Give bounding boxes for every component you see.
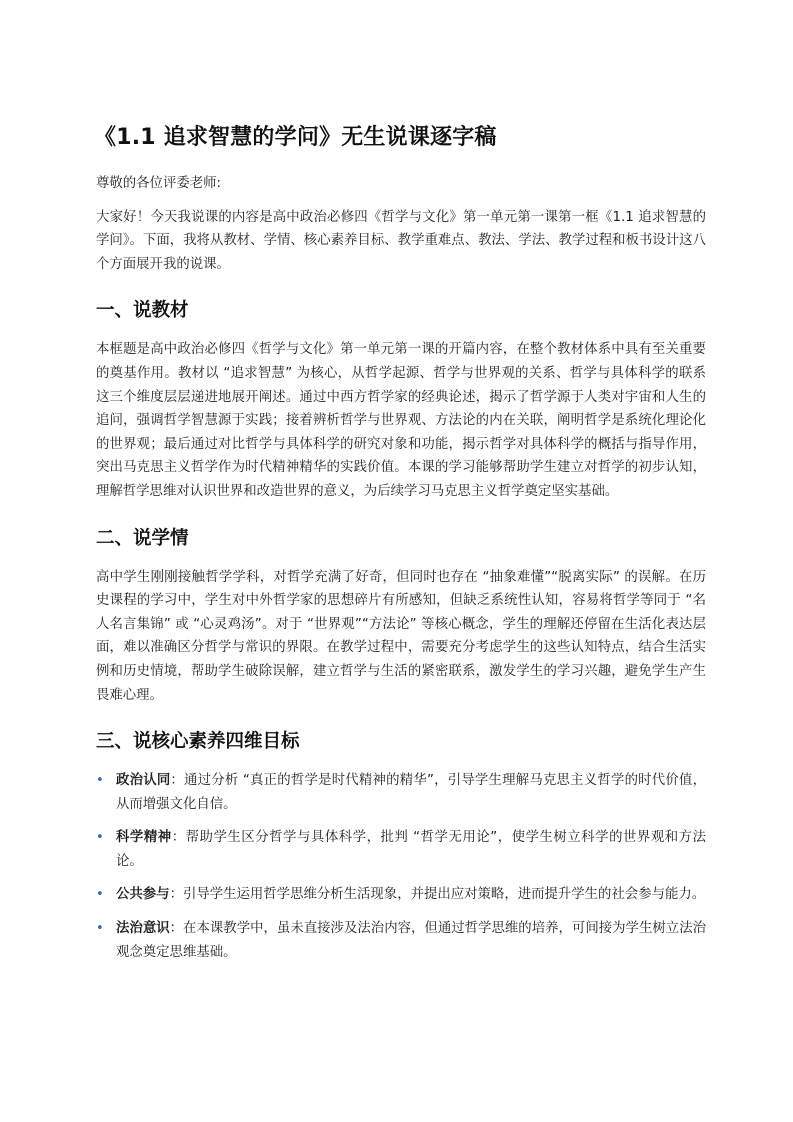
list-item [96,769,706,816]
goal-term: 科学精神 [116,830,172,846]
document-title: 《1.1 追求智慧的学问》无生说课逐字稿 [94,125,497,150]
bullet-dot-icon: • [96,887,104,903]
bullet-dot-icon: • [96,773,104,789]
intro-paragraph: 大家好！今天我说课的内容是高中政治必修四《哲学与文化》第一单元第一课第一框《1.1 追求智慧的学问》。下面，我将从教材、学情、核心素养目标、教学重难点、教法、学法、教学过程和板书设计这八个方面展开我的说课。 [96,209,706,272]
list-item [96,917,706,964]
list-item [96,826,706,873]
greeting-text: 尊敬的各位评委老师: [96,176,222,191]
core-goals-list [96,769,706,964]
goal-term: 政治认同 [116,773,171,789]
goal-term: 法治意识 [116,921,170,937]
section-body-student-analysis: 高中学生刚刚接触哲学学科，对哲学充满了好奇，但同时也存在 “抽象难懂”“脱离实际” 的误解。在历史课程的学习中，学生对中外哲学家的思想碎片有所感知，但缺乏系统性认知，容易将哲学等同于 “名人名言集锦” 或 “心灵鸡汤”。对于 “世界观”“方法论” 等核心概念，学生的理解还停留在生活化表达层面，难以准确区分哲学与常识的界限。在教学过程中，需要充分考虑学生的这些认知特点，结合生活实例和历史情境，帮助学生破除误解，建立哲学与生活的紧密联系，激发学生的学习兴趣，避免学生产生畏难心理。 [96,569,706,703]
section-heading-textbook: 一、说教材 [96,300,189,322]
goal-text: ：引导学生运用哲学思维分析生活现象，并提出应对策略，进而提升学生的社会参与能力。 [169,887,706,903]
section-heading-student-analysis: 二、说学情 [96,527,189,549]
goal-term: 公共参与 [116,887,170,903]
document-page [96,118,706,974]
section-body-textbook: 本框题是高中政治必修四《哲学与文化》第一单元第一课的开篇内容，在整个教材体系中具有至关重要的奠基作用。教材以 “追求智慧” 为核心，从哲学起源、哲学与世界观的关系、哲学与具体科学的联系这三个维度层层递进地展开阐述。通过中西方哲学家的经典论述，揭示了哲学源于人类对宇宙和人生的追问，强调哲学智慧源于实践；接着辨析哲学与世界观、方法论的内在关联，阐明哲学是系统化理论化的世界观；最后通过对比哲学与具体科学的研究对象和功能，揭示哲学对具体科学的概括与指导作用，突出马克思主义哲学作为时代精神精华的实践价值。本课的学习能够帮助学生建立对哲学的初步认知，理解哲学思维对认识世界和改造世界的意义，为后续学习马克思主义哲学奠定坚实基础。 [96,342,706,499]
goal-text: ：在本课教学中，虽未直接涉及法治内容，但通过哲学思维的培养，可间接为学生树立法治观念奠定思维基础。 [116,921,706,960]
goal-text: ：帮助学生区分哲学与具体科学，批判 “哲学无用论”，使学生树立科学的世界观和方法论。 [116,830,706,869]
bullet-dot-icon: • [96,830,104,846]
section-heading-core-goals: 三、说核心素养四维目标 [96,731,300,753]
list-item [96,883,706,907]
goal-text: ：通过分析 “真正的哲学是时代精神的精华”，引导学生理解马克思主义哲学的时代价值，从而增强文化自信。 [116,773,706,812]
bullet-dot-icon: • [96,921,104,937]
